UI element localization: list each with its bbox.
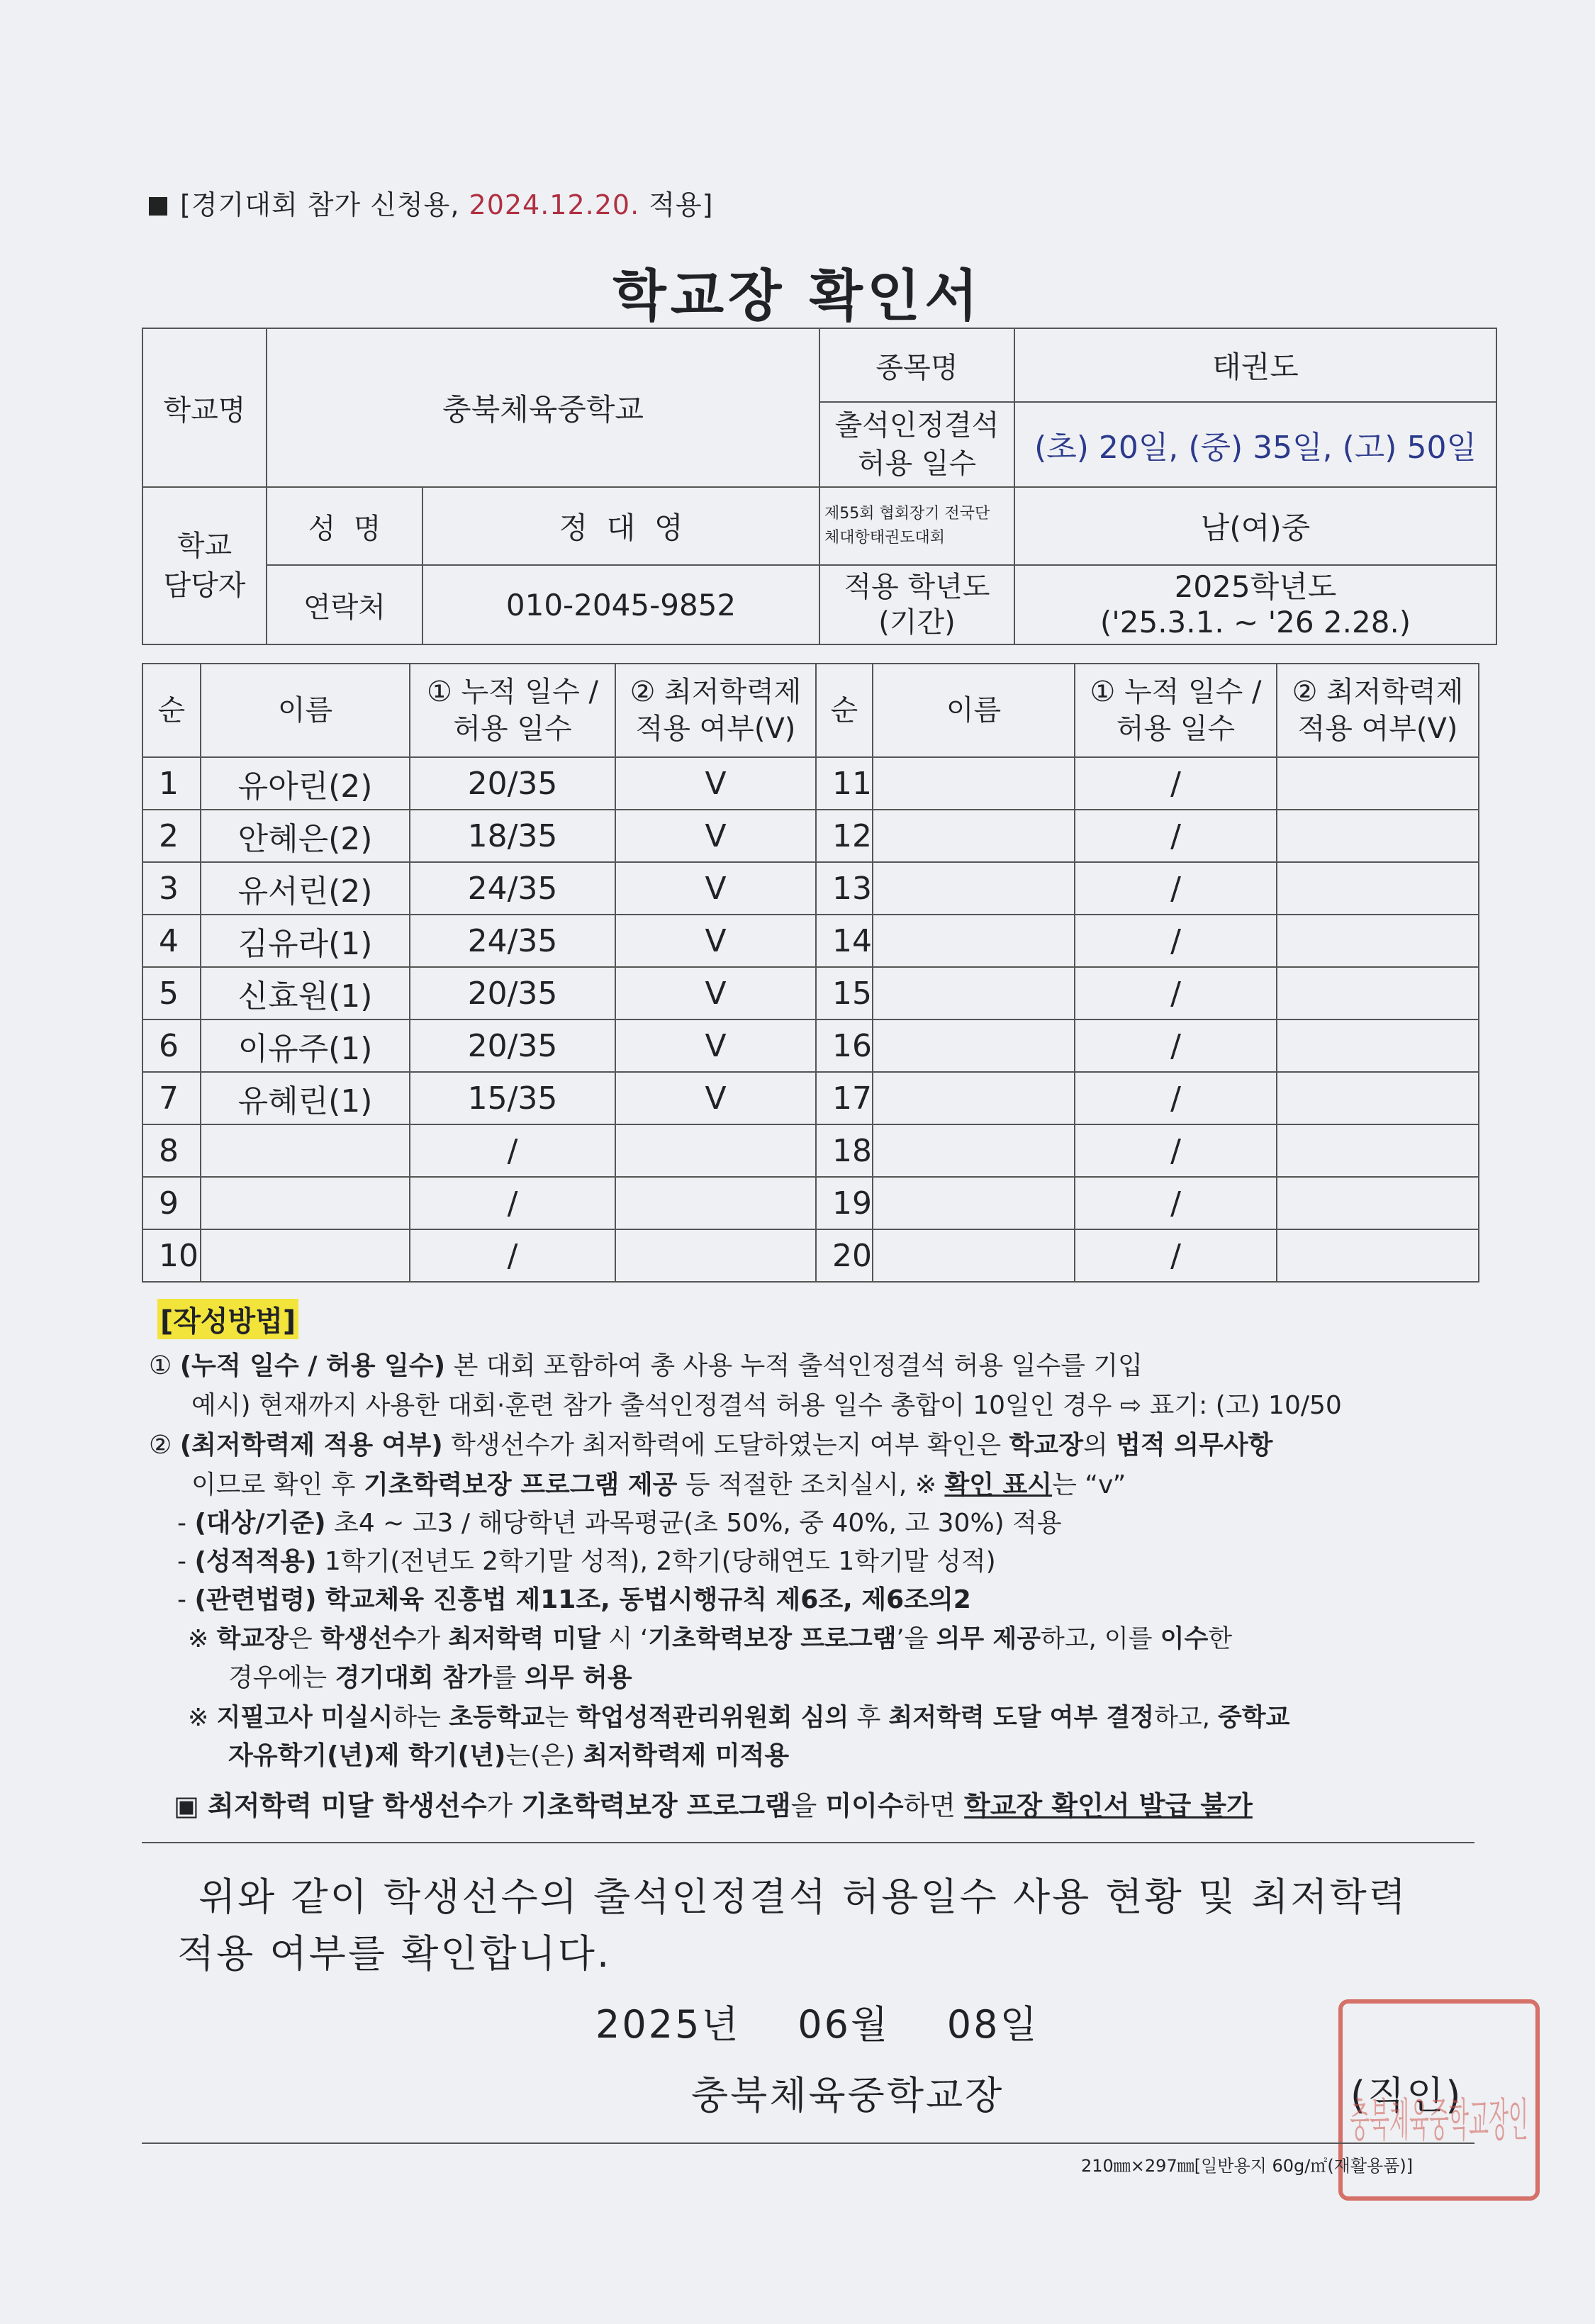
row-name [873, 1229, 1075, 1282]
row-no: 6 [142, 1019, 201, 1072]
col-check-header: ② 최저학력제 적용 여부(V) [615, 664, 816, 757]
roster-table-right [815, 663, 1479, 1283]
square-bullet-icon [149, 197, 167, 216]
row-name [873, 862, 1075, 915]
effective-date: 2024.12.20. [469, 189, 640, 220]
row-no: 17 [816, 1072, 873, 1124]
row-days: / [1075, 967, 1277, 1019]
table-row [142, 1019, 816, 1072]
col-check-header: ② 최저학력제 적용 여부(V) [1277, 664, 1479, 757]
row-check: V [615, 1019, 816, 1072]
table-row [142, 1229, 816, 1282]
table-row [142, 862, 816, 915]
howto-title: [작성방법] [157, 1299, 298, 1339]
divider [142, 1842, 1474, 1843]
howto-line-11: 자유학기(년)제 학기(년)는(은) 최저학력제 미적용 [228, 1741, 790, 1770]
row-no: 19 [816, 1177, 873, 1229]
howto-line-6: - (성적적용) 1학기(전년도 2학기말 성적), 2학기(당해연도 1학기말 성적) [177, 1547, 996, 1576]
row-check [1277, 810, 1479, 862]
howto-line-7: - (관련법령) 학교체육 진흥법 제11조, 동법시행규칙 제6조, 제6조의2 [177, 1585, 971, 1614]
confirm-line-1: 위와 같이 학생선수의 출석인정결석 허용일수 사용 현황 및 최저학력 [198, 1875, 1408, 1919]
row-no: 8 [142, 1124, 201, 1177]
col-days-header: ① 누적 일수 / 허용 일수 [1075, 664, 1277, 757]
row-check: V [615, 757, 816, 810]
table-row [142, 810, 816, 862]
row-check [1277, 1124, 1479, 1177]
row-days: / [410, 1229, 615, 1282]
row-days: / [410, 1177, 615, 1229]
row-days: 20/35 [410, 1019, 615, 1072]
row-no: 16 [816, 1019, 873, 1072]
row-check [615, 1229, 816, 1282]
table-row [816, 1177, 1479, 1229]
manager-name-value: 정 대 영 [422, 487, 819, 565]
table-row [816, 1019, 1479, 1072]
form-usage-note: [경기대회 참가 신청용, 2024.12.20. 적용] [149, 183, 714, 222]
row-no: 4 [142, 915, 201, 967]
row-days: / [1075, 1019, 1277, 1072]
row-check [615, 1124, 816, 1177]
event-name: 제55회 협회장기 전국단 체대항태권도대회 [819, 487, 1014, 565]
school-name-value: 충북체육중학교 [267, 328, 819, 487]
school-year-label: 적용 학년도 (기간) [819, 565, 1014, 644]
row-check: V [615, 915, 816, 967]
seal-mark: (직인) [1350, 2073, 1463, 2118]
row-days: / [1075, 1124, 1277, 1177]
row-name: 유서린(2) [201, 862, 410, 915]
seal-text: 충북체육중학교장인 [1350, 2094, 1528, 2147]
row-check [615, 1177, 816, 1229]
allowance-label: 출석인정결석 허용 일수 [819, 402, 1014, 487]
confirm-date: 2025년 06월 08일 [595, 2002, 1039, 2047]
table-row [816, 967, 1479, 1019]
row-check [1277, 1177, 1479, 1229]
contact-value: 010-2045-9852 [422, 565, 819, 644]
bottom-divider [142, 2143, 1474, 2144]
row-check [1277, 757, 1479, 810]
row-name [201, 1229, 410, 1282]
row-days: 20/35 [410, 967, 615, 1019]
manager-label: 학교 담당자 [142, 487, 267, 644]
manager-name-label: 성 명 [267, 487, 422, 565]
howto-line-4: 이므로 확인 후 기초학력보장 프로그램 제공 등 적절한 조치실시, ※ 확인 표시는 “v” [191, 1470, 1126, 1499]
row-check [1277, 1019, 1479, 1072]
row-no: 13 [816, 862, 873, 915]
col-name-header: 이름 [873, 664, 1075, 757]
row-days: 18/35 [410, 810, 615, 862]
table-row [142, 1072, 816, 1124]
sport-label: 종목명 [819, 328, 1014, 402]
table-row [142, 1124, 816, 1177]
school-year-value: 2025학년도 ('25.3.1. ~ '26 2.28.) [1014, 565, 1496, 644]
table-row [816, 1229, 1479, 1282]
row-no: 15 [816, 967, 873, 1019]
howto-line-8: ※ 학교장은 학생선수가 최저학력 미달 시 ‘기초학력보장 프로그램’을 의무 제공하고, 이를 이수한 [188, 1625, 1233, 1653]
howto-line-2: 예시) 현재까지 사용한 대회·훈련 참가 출석인정결석 허용 일수 총합이 10일인 경우 ⇨ 표기: (고) 10/50 [191, 1391, 1342, 1420]
row-check [1277, 1229, 1479, 1282]
row-check: V [615, 810, 816, 862]
row-name: 유아린(2) [201, 757, 410, 810]
row-no: 2 [142, 810, 201, 862]
row-days: / [1075, 810, 1277, 862]
howto-line-12: ▣ 최저학력 미달 학생선수가 기초학력보장 프로그램을 미이수하면 학교장 확인서 발급 불가 [174, 1790, 1253, 1821]
table-row [142, 967, 816, 1019]
row-no: 18 [816, 1124, 873, 1177]
row-name [873, 915, 1075, 967]
row-check: V [615, 862, 816, 915]
col-no-header: 순 [816, 664, 873, 757]
howto-line-9: 경우에는 경기대회 참가를 의무 허용 [228, 1663, 632, 1692]
row-name [201, 1177, 410, 1229]
table-row [816, 810, 1479, 862]
col-name-header: 이름 [201, 664, 410, 757]
row-name [873, 1124, 1075, 1177]
row-name [873, 757, 1075, 810]
row-days: / [1075, 1229, 1277, 1282]
row-check [1277, 915, 1479, 967]
howto-line-5: - (대상/기준) 초4 ~ 고3 / 해당학년 과목평균(초 50%, 중 40%, 고 30%) 적용 [177, 1509, 1062, 1538]
table-row [142, 757, 816, 810]
table-row [816, 1124, 1479, 1177]
division-value: 남(여)중 [1014, 487, 1496, 565]
row-days: / [1075, 1177, 1277, 1229]
row-no: 14 [816, 915, 873, 967]
col-no-header: 순 [142, 664, 201, 757]
row-name [873, 1177, 1075, 1229]
contact-label: 연락처 [267, 565, 422, 644]
row-name [873, 810, 1075, 862]
school-name-label: 학교명 [142, 328, 267, 487]
row-check: V [615, 1072, 816, 1124]
row-name: 이유주(1) [201, 1019, 410, 1072]
row-no: 12 [816, 810, 873, 862]
row-check [1277, 862, 1479, 915]
row-no: 10 [142, 1229, 201, 1282]
paper-spec: 210㎜×297㎜[일반용지 60g/㎡(재활용품)] [1081, 2156, 1414, 2176]
row-name [873, 1019, 1075, 1072]
row-no: 9 [142, 1177, 201, 1229]
row-check: V [615, 967, 816, 1019]
col-days-header: ① 누적 일수 / 허용 일수 [410, 664, 615, 757]
row-name: 안혜은(2) [201, 810, 410, 862]
table-row [142, 915, 816, 967]
row-days: / [1075, 915, 1277, 967]
row-days: / [410, 1124, 615, 1177]
table-row [142, 1177, 816, 1229]
table-row [816, 757, 1479, 810]
row-days: / [1075, 757, 1277, 810]
row-days: / [1075, 862, 1277, 915]
row-check [1277, 1072, 1479, 1124]
row-days: 15/35 [410, 1072, 615, 1124]
sport-value: 태권도 [1014, 328, 1496, 402]
row-check [1277, 967, 1479, 1019]
row-days: 20/35 [410, 757, 615, 810]
document-title: 학교장 확인서 [612, 264, 983, 328]
table-row [816, 862, 1479, 915]
howto-line-10: ※ 지필고사 미실시하는 초등학교는 학업성적관리위원회 심의 후 최저학력 도달 여부 결정하고, 중학교 [188, 1704, 1290, 1732]
row-name: 유혜린(1) [201, 1072, 410, 1124]
row-no: 7 [142, 1072, 201, 1124]
school-info-table [142, 328, 1497, 645]
row-days: 24/35 [410, 862, 615, 915]
principal-name: 충북체육중학교장 [691, 2073, 1004, 2118]
row-no: 20 [816, 1229, 873, 1282]
row-name: 신효원(1) [201, 967, 410, 1019]
row-days: / [1075, 1072, 1277, 1124]
confirm-line-2: 적용 여부를 확인합니다. [177, 1931, 612, 1976]
howto-line-3: ② (최저학력제 적용 여부) 학생선수가 최저학력에 도달하였는지 여부 확인은 학교장의 법적 의무사항 [149, 1431, 1273, 1460]
row-name: 김유라(1) [201, 915, 410, 967]
allowance-value: (초) 20일, (중) 35일, (고) 50일 [1014, 402, 1496, 487]
row-days: 24/35 [410, 915, 615, 967]
howto-line-1: ① (누적 일수 / 허용 일수) 본 대회 포함하여 총 사용 누적 출석인정결석 허용 일수를 기입 [149, 1351, 1143, 1380]
table-row [816, 1072, 1479, 1124]
row-no: 3 [142, 862, 201, 915]
roster-table-left [142, 663, 817, 1283]
table-row [816, 915, 1479, 967]
row-no: 5 [142, 967, 201, 1019]
row-name [873, 967, 1075, 1019]
row-name [873, 1072, 1075, 1124]
row-no: 1 [142, 757, 201, 810]
row-name [201, 1124, 410, 1177]
row-no: 11 [816, 757, 873, 810]
